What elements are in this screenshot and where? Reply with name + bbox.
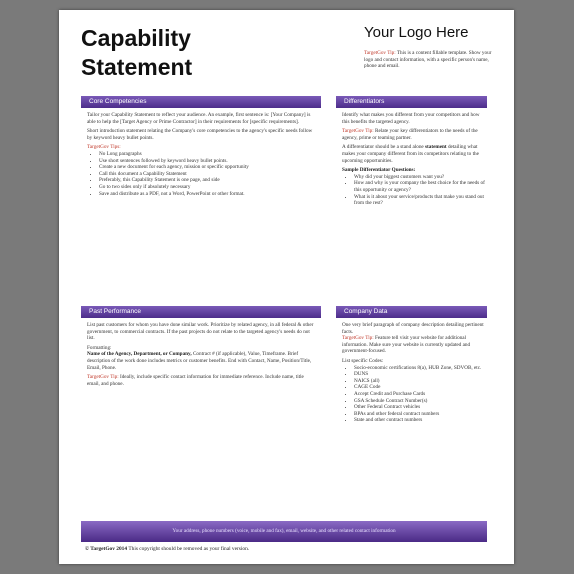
list-item: • What is it about your service/products that make you stand out from the rest? bbox=[354, 194, 487, 207]
diff-sample-label: Sample Differentiator Questions: bbox=[342, 167, 416, 174]
core-tips-label: TargetGov Tips: bbox=[87, 144, 121, 151]
list-item: • Why did your biggest customers want you? bbox=[354, 174, 487, 181]
list-item: • Create a new document for each agency, mission or specific opportunity bbox=[99, 164, 317, 171]
header-tip-text: This is a content fillable template. Show your logo and contact information, with a specific person's name, phone and email. bbox=[364, 50, 492, 70]
contact-info-bar: Your address, phone numbers (voice, mobile and fax), email, website, and other related contact information bbox=[81, 521, 487, 542]
company-tip-label: TargetGov Tip: bbox=[342, 335, 374, 342]
past-performance-heading: Past Performance bbox=[81, 306, 321, 318]
core-tips-list bbox=[87, 151, 317, 197]
differentiators-heading: Differentiators bbox=[336, 96, 487, 108]
core-paragraph-1: Tailor your Capability Statement to reflect your audience. An example, first sentence is: [Your Company] is able to help the [Target Agency or Prime Contractor] in their requirements for [specific requirements]. bbox=[87, 112, 311, 125]
title-line-2: Statement bbox=[81, 54, 193, 80]
diff-p2-end: detailing what makes your company different from its competitors relating to the upcoming opportunities. bbox=[342, 144, 479, 164]
core-competencies-heading: Core Competencies bbox=[81, 96, 321, 108]
diff-tip-text: Relate your key differentiators to the needs of the agency, prime or teaming partner. bbox=[342, 128, 478, 141]
diff-paragraph-2 bbox=[342, 144, 487, 164]
copyright-text: This copyright should be removed as your final version. bbox=[128, 546, 250, 552]
past-paragraph-1: List past customers for whom you have done similar work. Prioritize by related agency, in all federal & other government, to commercial contracts. If the past projects do not relate to the targeted agency's needs do not list. bbox=[87, 322, 314, 342]
title-line-1: Capability bbox=[81, 25, 191, 51]
company-data-heading: Company Data bbox=[336, 306, 487, 318]
header-tip bbox=[364, 50, 499, 70]
differentiators-body bbox=[342, 112, 487, 210]
past-format-rest: Contract # (if applicable), Value, Timeframe. Brief description of the work done includes metrics or customer benefits. End with Contact, Name, Position/Title, Email, Phone. bbox=[87, 351, 312, 371]
list-item: • CAGE Code bbox=[354, 384, 487, 391]
past-tip bbox=[87, 374, 317, 387]
list-item: • How and why is your company the best choice for the needs of this opportunity or agency? bbox=[354, 180, 487, 193]
list-item: • DUNS bbox=[354, 371, 487, 378]
list-item: • GSA Schedule Contract Number(s) bbox=[354, 398, 487, 405]
company-paragraph-1: One very brief paragraph of company description detailing pertinent facts. bbox=[342, 322, 484, 335]
diff-questions-list bbox=[342, 174, 487, 207]
copyright-notice bbox=[85, 546, 249, 552]
past-performance-body bbox=[87, 322, 317, 390]
past-formatting-label: Formatting: bbox=[87, 344, 112, 351]
list-item: • Accept Credit and Purchase Cards bbox=[354, 391, 487, 398]
diff-tip bbox=[342, 128, 487, 141]
list-item: • Save and distribute as a PDF, not a Word, PowerPoint or other format. bbox=[99, 191, 317, 198]
list-item: • BPAs and other federal contract numbers bbox=[354, 411, 487, 418]
copyright-bold: © TargetGov 2014 bbox=[85, 546, 128, 552]
past-format-bold: Name of the Agency, Department, or Company, bbox=[87, 351, 192, 358]
list-item: • Call this document a Capability Statement bbox=[99, 171, 317, 178]
company-data-body bbox=[342, 322, 487, 427]
list-item: • Socio-economic certifications 8(a), HUB Zone, SDVOB, etc. bbox=[354, 365, 487, 372]
core-competencies-body bbox=[87, 112, 317, 200]
company-codes-label: List specific Codes: bbox=[342, 357, 384, 364]
diff-tip-label: TargetGov Tip: bbox=[342, 128, 374, 135]
capability-statement-page bbox=[59, 10, 514, 564]
list-item: • No Long paragraphs bbox=[99, 151, 317, 158]
list-item: • Preferably, this Capability Statement is one page, and side bbox=[99, 177, 317, 184]
logo-placeholder: Your Logo Here bbox=[364, 24, 469, 41]
list-item: • Other Federal Contract vehicles bbox=[354, 404, 487, 411]
list-item: • Use short sentences followed by keyword heavy bullet points. bbox=[99, 158, 317, 165]
past-tip-text: Ideally, include specific contact information for immediate reference. Include name, title email, and phone. bbox=[87, 374, 304, 387]
list-item: • State and other contract numbers bbox=[354, 417, 487, 424]
diff-p2-bold: statement bbox=[425, 144, 447, 151]
company-codes-list bbox=[342, 365, 487, 424]
diff-p2-start: A differentiator should be a stand alone bbox=[342, 144, 424, 151]
past-format-description bbox=[87, 351, 317, 371]
list-item: • Go to two sides only if absolutely necessary bbox=[99, 184, 317, 191]
page-title bbox=[81, 24, 192, 82]
core-paragraph-2: Short introduction statement relating the Company's core competencies to the agency's specific needs follow by keyword heavy bullet points. bbox=[87, 128, 313, 141]
company-tip-text: Feature tell visit your website for additional information. Make sure your website is currently updated and government-focused. bbox=[342, 335, 471, 355]
header-tip-label: TargetGov Tip: bbox=[364, 50, 396, 56]
company-tip bbox=[342, 335, 487, 355]
list-item: • NAICS (all) bbox=[354, 378, 487, 385]
diff-paragraph-1: Identify what makes you different from your competitors and how this benefits the targeted agency. bbox=[342, 112, 480, 125]
past-tip-label: TargetGov Tip: bbox=[87, 374, 119, 381]
